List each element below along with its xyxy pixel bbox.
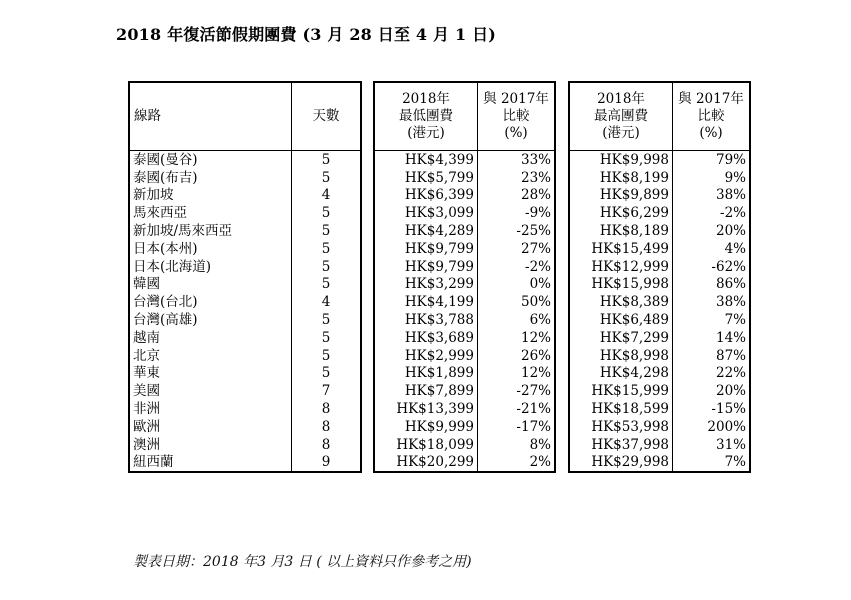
min-change-cell: 2% bbox=[478, 454, 556, 473]
routes-table bbox=[128, 81, 362, 473]
table-row bbox=[374, 347, 555, 365]
max-fee-cell: HK$12,999 bbox=[569, 258, 673, 276]
days-cell: 8 bbox=[292, 400, 362, 418]
route-cell: 台灣(高雄) bbox=[129, 311, 292, 329]
min-fee-cell: HK$6,399 bbox=[374, 187, 478, 205]
min-fee-cell: HK$5,799 bbox=[374, 169, 478, 187]
min-change-cell: 27% bbox=[478, 240, 556, 258]
table-row bbox=[129, 258, 361, 276]
table-row bbox=[129, 293, 361, 311]
min-change-cell: 26% bbox=[478, 347, 556, 365]
table-row bbox=[129, 187, 361, 205]
table-row bbox=[129, 222, 361, 240]
table-row bbox=[129, 329, 361, 347]
table-row bbox=[374, 293, 555, 311]
table-row bbox=[374, 258, 555, 276]
header-max-change: 與 2017年 比較 (%) bbox=[673, 82, 751, 151]
days-cell: 5 bbox=[292, 276, 362, 294]
table-row bbox=[569, 222, 750, 240]
table-row bbox=[374, 329, 555, 347]
table-row bbox=[569, 347, 750, 365]
route-cell: 華東 bbox=[129, 365, 292, 383]
max-fee-cell: HK$15,998 bbox=[569, 276, 673, 294]
table-row bbox=[374, 436, 555, 454]
max-change-cell: -15% bbox=[673, 400, 751, 418]
table-row bbox=[129, 454, 361, 473]
table-row bbox=[569, 169, 750, 187]
max-change-cell: 31% bbox=[673, 436, 751, 454]
min-fee-cell: HK$4,289 bbox=[374, 222, 478, 240]
table-row bbox=[569, 151, 750, 169]
min-fee-cell: HK$3,689 bbox=[374, 329, 478, 347]
min-change-cell: 12% bbox=[478, 365, 556, 383]
min-change-cell: -25% bbox=[478, 222, 556, 240]
table-row bbox=[569, 329, 750, 347]
max-change-cell: 4% bbox=[673, 240, 751, 258]
min-change-cell: 12% bbox=[478, 329, 556, 347]
days-cell: 8 bbox=[292, 436, 362, 454]
max-change-cell: 20% bbox=[673, 222, 751, 240]
max-change-cell: 79% bbox=[673, 151, 751, 169]
route-cell: 泰國(曼谷) bbox=[129, 151, 292, 169]
max-change-cell: 86% bbox=[673, 276, 751, 294]
min-change-cell: 8% bbox=[478, 436, 556, 454]
table-row bbox=[129, 382, 361, 400]
min-fee-cell: HK$9,799 bbox=[374, 258, 478, 276]
route-cell: 日本(本州) bbox=[129, 240, 292, 258]
table-row bbox=[129, 169, 361, 187]
table-row bbox=[569, 400, 750, 418]
table-row bbox=[374, 151, 555, 169]
table-row bbox=[374, 187, 555, 205]
header-min-change: 與 2017年 比較 (%) bbox=[478, 82, 556, 151]
days-cell: 5 bbox=[292, 204, 362, 222]
min-fee-cell: HK$4,199 bbox=[374, 293, 478, 311]
page-title: 2018 年復活節假期團費 (3 月 28 日至 4 月 1 日) bbox=[116, 25, 497, 44]
table-row bbox=[569, 436, 750, 454]
table-row bbox=[569, 382, 750, 400]
days-cell: 5 bbox=[292, 222, 362, 240]
route-cell: 非洲 bbox=[129, 400, 292, 418]
days-cell: 5 bbox=[292, 347, 362, 365]
min-change-cell: 28% bbox=[478, 187, 556, 205]
min-change-cell: 50% bbox=[478, 293, 556, 311]
max-fee-cell: HK$9,998 bbox=[569, 151, 673, 169]
route-cell: 馬來西亞 bbox=[129, 204, 292, 222]
min-change-cell: 23% bbox=[478, 169, 556, 187]
days-cell: 5 bbox=[292, 329, 362, 347]
max-fee-cell: HK$4,298 bbox=[569, 365, 673, 383]
table-row bbox=[129, 204, 361, 222]
days-cell: 5 bbox=[292, 240, 362, 258]
days-cell: 5 bbox=[292, 151, 362, 169]
max-fee-table bbox=[568, 81, 751, 473]
route-cell: 紐西蘭 bbox=[129, 454, 292, 473]
max-fee-cell: HK$15,999 bbox=[569, 382, 673, 400]
max-fee-cell: HK$53,998 bbox=[569, 418, 673, 436]
max-fee-cell: HK$9,899 bbox=[569, 187, 673, 205]
max-fee-cell: HK$29,998 bbox=[569, 454, 673, 473]
table-row bbox=[374, 240, 555, 258]
table-row bbox=[374, 276, 555, 294]
table-row bbox=[129, 400, 361, 418]
max-change-cell: 7% bbox=[673, 454, 751, 473]
table-row bbox=[374, 365, 555, 383]
min-fee-cell: HK$18,099 bbox=[374, 436, 478, 454]
route-cell: 泰國(布吉) bbox=[129, 169, 292, 187]
route-cell: 越南 bbox=[129, 329, 292, 347]
min-change-cell: -9% bbox=[478, 204, 556, 222]
route-cell: 歐洲 bbox=[129, 418, 292, 436]
max-fee-cell: HK$8,189 bbox=[569, 222, 673, 240]
route-cell: 澳洲 bbox=[129, 436, 292, 454]
table-row bbox=[129, 276, 361, 294]
header-max-fee: 2018年 最高團費 (港元) bbox=[569, 82, 673, 151]
table-row bbox=[569, 187, 750, 205]
route-cell: 新加坡/馬來西亞 bbox=[129, 222, 292, 240]
route-cell: 台灣(台北) bbox=[129, 293, 292, 311]
header-route: 線路 bbox=[129, 82, 292, 151]
table-row bbox=[129, 365, 361, 383]
table-row bbox=[129, 311, 361, 329]
max-fee-cell: HK$18,599 bbox=[569, 400, 673, 418]
min-fee-cell: HK$13,399 bbox=[374, 400, 478, 418]
max-change-cell: 20% bbox=[673, 382, 751, 400]
min-fee-cell: HK$9,999 bbox=[374, 418, 478, 436]
min-fee-cell: HK$7,899 bbox=[374, 382, 478, 400]
days-cell: 5 bbox=[292, 365, 362, 383]
table-row bbox=[569, 454, 750, 473]
table-row bbox=[569, 240, 750, 258]
max-change-cell: 14% bbox=[673, 329, 751, 347]
min-change-cell: -2% bbox=[478, 258, 556, 276]
table-row bbox=[569, 311, 750, 329]
table-row bbox=[374, 169, 555, 187]
header-min-fee: 2018年 最低團費 (港元) bbox=[374, 82, 478, 151]
table-row bbox=[129, 240, 361, 258]
table-row bbox=[374, 400, 555, 418]
table-row bbox=[129, 151, 361, 169]
max-change-cell: 7% bbox=[673, 311, 751, 329]
days-cell: 8 bbox=[292, 418, 362, 436]
max-change-cell: 9% bbox=[673, 169, 751, 187]
route-cell: 韓國 bbox=[129, 276, 292, 294]
route-cell: 日本(北海道) bbox=[129, 258, 292, 276]
table-row bbox=[569, 276, 750, 294]
table-row bbox=[129, 436, 361, 454]
days-cell: 4 bbox=[292, 187, 362, 205]
table-row bbox=[374, 418, 555, 436]
max-change-cell: -2% bbox=[673, 204, 751, 222]
table-row bbox=[374, 382, 555, 400]
min-fee-cell: HK$20,299 bbox=[374, 454, 478, 473]
max-fee-cell: HK$6,489 bbox=[569, 311, 673, 329]
min-fee-cell: HK$3,299 bbox=[374, 276, 478, 294]
route-cell: 美國 bbox=[129, 382, 292, 400]
min-fee-table bbox=[373, 81, 556, 473]
header-days: 天數 bbox=[292, 82, 362, 151]
days-cell: 4 bbox=[292, 293, 362, 311]
min-fee-cell: HK$1,899 bbox=[374, 365, 478, 383]
table-row bbox=[569, 365, 750, 383]
table-row bbox=[374, 454, 555, 473]
max-change-cell: 38% bbox=[673, 187, 751, 205]
max-change-cell: -62% bbox=[673, 258, 751, 276]
table-row bbox=[129, 347, 361, 365]
min-fee-cell: HK$4,399 bbox=[374, 151, 478, 169]
max-fee-cell: HK$8,389 bbox=[569, 293, 673, 311]
min-change-cell: 0% bbox=[478, 276, 556, 294]
max-fee-cell: HK$7,299 bbox=[569, 329, 673, 347]
min-fee-cell: HK$3,099 bbox=[374, 204, 478, 222]
max-change-cell: 87% bbox=[673, 347, 751, 365]
min-change-cell: -27% bbox=[478, 382, 556, 400]
table-row bbox=[374, 222, 555, 240]
table-row bbox=[129, 418, 361, 436]
table-row bbox=[569, 418, 750, 436]
min-change-cell: 33% bbox=[478, 151, 556, 169]
min-fee-cell: HK$9,799 bbox=[374, 240, 478, 258]
route-cell: 新加坡 bbox=[129, 187, 292, 205]
max-fee-cell: HK$8,998 bbox=[569, 347, 673, 365]
min-change-cell: -17% bbox=[478, 418, 556, 436]
max-change-cell: 38% bbox=[673, 293, 751, 311]
min-fee-cell: HK$3,788 bbox=[374, 311, 478, 329]
table-row bbox=[569, 258, 750, 276]
route-cell: 北京 bbox=[129, 347, 292, 365]
table-row bbox=[374, 204, 555, 222]
footnote: 製表日期：2018 年3 月3 日 ( 以上資料只作參考之用) bbox=[133, 554, 472, 570]
days-cell: 5 bbox=[292, 258, 362, 276]
min-fee-cell: HK$2,999 bbox=[374, 347, 478, 365]
table-row bbox=[569, 293, 750, 311]
days-cell: 5 bbox=[292, 169, 362, 187]
max-change-cell: 22% bbox=[673, 365, 751, 383]
max-fee-cell: HK$15,499 bbox=[569, 240, 673, 258]
table-row bbox=[374, 311, 555, 329]
table-row bbox=[569, 204, 750, 222]
days-cell: 9 bbox=[292, 454, 362, 473]
max-fee-cell: HK$37,998 bbox=[569, 436, 673, 454]
max-change-cell: 200% bbox=[673, 418, 751, 436]
min-change-cell: -21% bbox=[478, 400, 556, 418]
days-cell: 7 bbox=[292, 382, 362, 400]
days-cell: 5 bbox=[292, 311, 362, 329]
max-fee-cell: HK$6,299 bbox=[569, 204, 673, 222]
min-change-cell: 6% bbox=[478, 311, 556, 329]
max-fee-cell: HK$8,199 bbox=[569, 169, 673, 187]
